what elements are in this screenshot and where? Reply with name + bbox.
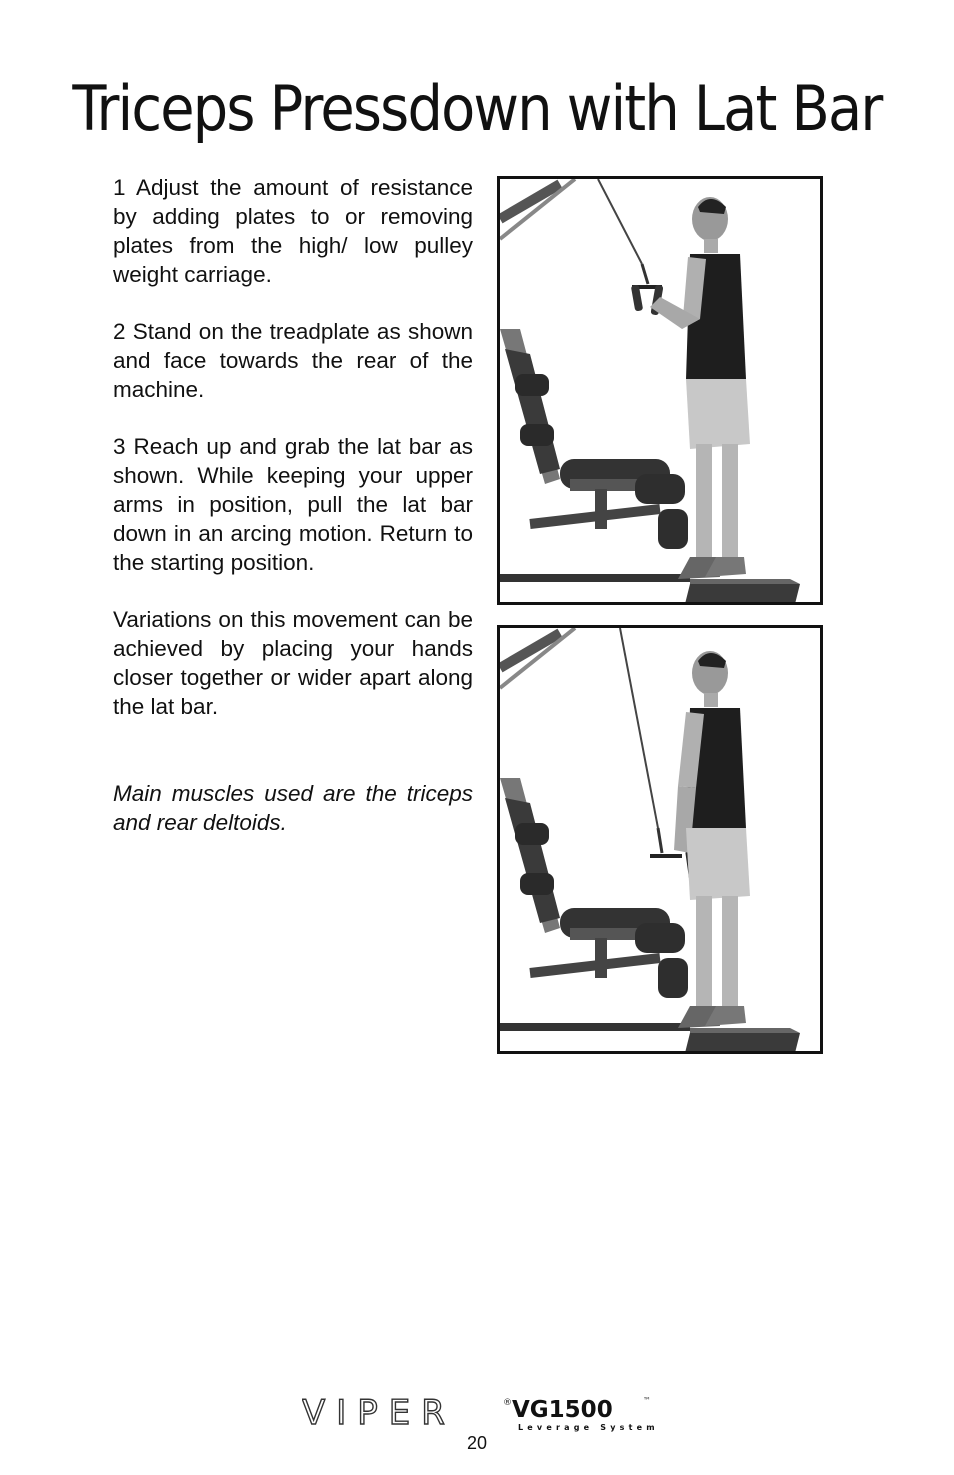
logo-trademark: ™ [643, 1396, 651, 1405]
logo-registered-mark: ® [503, 1398, 512, 1408]
page-title: Triceps Pressdown with Lat Bar [72, 72, 882, 145]
instruction-column [113, 173, 473, 865]
step-2: 2 Stand on the treadplate as shown and face towards the rear of the machine. [113, 319, 473, 402]
logo-brand-text: VIPER [302, 1393, 456, 1433]
exercise-illustration-start [500, 179, 820, 602]
muscles-note: Main muscles used are the triceps and rear deltoids. [113, 781, 473, 835]
exercise-illustration-end [500, 628, 820, 1051]
start-position-photo [497, 176, 823, 605]
logo-model-text: VG1500 [512, 1397, 613, 1423]
viper-logo [302, 1393, 662, 1433]
logo-tagline: Leverage System [518, 1423, 659, 1432]
step-3: 3 Reach up and grab the lat bar as shown. While keeping your upper arms in position, pull the lat bar down in an arcing motion. Return to the starting position. [113, 434, 473, 575]
end-position-photo [497, 625, 823, 1054]
variation-note: Variations on this movement can be achieved by placing your hands closer together or wider apart along the lat bar. [113, 607, 473, 719]
step-1: 1 Adjust the amount of resistance by adding plates to or removing plates from the high/ low pulley weight carriage. [113, 175, 473, 287]
page-number: 20 [466, 1433, 488, 1453]
